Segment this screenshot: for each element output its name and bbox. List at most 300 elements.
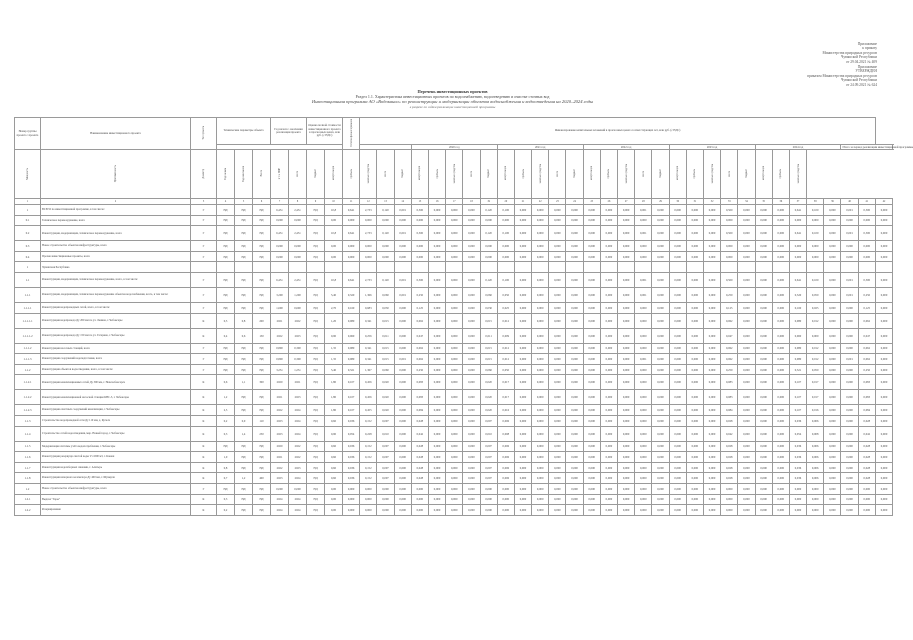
row-value-cell: 0,000 (669, 473, 686, 484)
row-value-cell: 2023 (289, 390, 307, 405)
row-value-cell: 0,125 (858, 302, 875, 313)
row-value-cell: 0,000 (703, 226, 720, 241)
row-value-cell: 0,000 (446, 473, 463, 484)
row-type-cell: К (191, 441, 217, 452)
row-value-cell: 0,000 (446, 313, 463, 328)
row-value-cell: 0,000 (618, 205, 635, 216)
row-value-cell: 0,107 (343, 405, 360, 416)
row-value-cell: 0,000 (824, 215, 841, 226)
header-cell-column-number: 21 (514, 199, 531, 205)
row-value-cell: НД (307, 241, 325, 252)
header-cell-year-sub (514, 150, 531, 199)
row-value-cell: 0,000 (824, 473, 841, 484)
header-cell-sub (15, 150, 41, 199)
row-value-cell: 1,251 (289, 364, 307, 375)
row-value-cell: 0,000 (532, 426, 549, 441)
row-value-cell: 0,000 (789, 251, 806, 262)
row-value-cell: НД (235, 483, 253, 494)
row-value-cell: 0,000 (652, 483, 669, 494)
row-value-cell: 0,000 (514, 215, 531, 226)
row-value-cell: 400 (253, 473, 271, 484)
row-value-cell: 0,000 (824, 328, 841, 343)
row-value-cell: 0,000 (755, 483, 772, 494)
header-cell-year-sub (703, 150, 720, 199)
row-value-cell: 0,006 (497, 415, 514, 426)
row-value-cell: 0,6 (235, 328, 253, 343)
row-name-cell: Новое строительство объектов инфраструктуры, всего (41, 483, 191, 494)
row-value-cell (532, 262, 549, 273)
row-value-cell: 0,000 (772, 205, 789, 216)
header-cell-year-sub (738, 150, 755, 199)
row-value-cell: 0,000 (583, 241, 600, 252)
table-row (15, 390, 893, 405)
row-number-cell: 1 (15, 262, 41, 273)
row-value-cell: 2,733 (360, 272, 377, 287)
row-value-cell: 0,000 (755, 205, 772, 216)
row-name-cell: Чувашская Республика (41, 262, 191, 273)
row-value-cell: 0,000 (394, 375, 411, 390)
row-value-cell: 0,000 (652, 215, 669, 226)
row-number-cell: 1.1.7 (15, 462, 41, 473)
row-value-cell: 0,017 (807, 375, 824, 390)
table-row (15, 375, 893, 390)
header-label: амортизация (504, 166, 508, 181)
row-value-cell: 0,000 (841, 375, 858, 390)
row-value-cell: НД (235, 272, 253, 287)
row-value-cell: 2022 (289, 452, 307, 463)
row-value-cell: 0,000 (669, 241, 686, 252)
row-value-cell: 0,000 (858, 494, 875, 505)
row-value-cell: НД (217, 241, 235, 252)
row-value-cell (618, 262, 635, 273)
row-value-cell: 0,000 (686, 354, 703, 365)
row-value-cell: 0,000 (600, 405, 617, 416)
row-value-cell: 0,020 (377, 390, 394, 405)
row-value-cell: 0,2 (217, 415, 235, 426)
row-value-cell: 0,000 (514, 205, 531, 216)
row-value-cell: 0,000 (738, 313, 755, 328)
row-value-cell: 2021 (271, 390, 289, 405)
row-value-cell: 0,000 (566, 364, 583, 375)
row-value-cell: 0,000 (549, 226, 566, 241)
row-value-cell: 0,000 (446, 505, 463, 516)
document-section-title: Раздел 1.1. Характеристика инвестиционных проектов по водоснабжению, водоотведению и очистке сточных вод (355, 94, 550, 100)
row-value-cell: 0,000 (703, 205, 720, 216)
row-value-cell: 110 (253, 415, 271, 426)
row-value-cell: 0,000 (652, 302, 669, 313)
row-value-cell: 0,000 (532, 405, 549, 416)
row-value-cell: 0,000 (875, 302, 892, 313)
row-value-cell: 0,000 (635, 441, 652, 452)
row-value-cell: 0,000 (600, 215, 617, 226)
row-value-cell: 0,000 (618, 215, 635, 226)
row-value-cell: 0,250 (858, 364, 875, 375)
row-value-cell: 2022 (271, 405, 289, 416)
row-value-cell: 0,000 (428, 483, 445, 494)
row-value-cell: 0,000 (841, 405, 858, 416)
row-value-cell: 0,020 (377, 405, 394, 416)
header-cell-column-number: 1 (15, 199, 41, 205)
row-value-cell: 0,000 (583, 415, 600, 426)
row-value-cell: 0,000 (875, 241, 892, 252)
row-value-cell: 0,000 (875, 215, 892, 226)
row-value-cell: 0,000 (549, 415, 566, 426)
row-value-cell: 0,9 (235, 415, 253, 426)
row-value-cell: 0,000 (428, 226, 445, 241)
row-value-cell: 0,000 (618, 364, 635, 375)
row-value-cell: НД (217, 302, 235, 313)
row-value-cell: 250 (253, 426, 271, 441)
row-value-cell: 0,000 (514, 251, 531, 262)
row-value-cell: 0,000 (360, 505, 377, 516)
row-value-cell: 0,000 (360, 483, 377, 494)
row-type-cell: К (191, 505, 217, 516)
row-value-cell: 0,000 (394, 328, 411, 343)
row-value-cell: 0,000 (789, 505, 806, 516)
row-value-cell: 0,000 (755, 364, 772, 375)
row-value-cell: 0,000 (394, 415, 411, 426)
row-value-cell: 0,000 (703, 343, 720, 354)
row-value-cell: 0,012 (497, 354, 514, 365)
row-value-cell: 0,000 (755, 494, 772, 505)
row-value-cell: 0,000 (703, 287, 720, 302)
row-value-cell: 0,4 (217, 328, 235, 343)
header-label: всего (469, 170, 473, 177)
row-value-cell: 0,000 (755, 226, 772, 241)
header-cell-column-number: 9 (307, 199, 325, 205)
row-value-cell: 0,641 (789, 272, 806, 287)
header-label: Диаметр (202, 168, 205, 179)
header-label: Тип проекта (202, 126, 205, 140)
row-value-cell: 0,000 (618, 354, 635, 365)
row-value-cell: 0,030 (377, 302, 394, 313)
header-cell-year-sub (583, 150, 600, 199)
row-value-cell: 0,000 (566, 375, 583, 390)
row-value-cell: 0,000 (583, 313, 600, 328)
row-value-cell: 0,000 (703, 375, 720, 390)
row-type-cell: К (191, 462, 217, 473)
header-cell-column-number: 17 (446, 199, 463, 205)
row-value-cell: 0,000 (532, 483, 549, 494)
row-value-cell: 0,000 (686, 494, 703, 505)
row-value-cell: НД (235, 343, 253, 354)
row-value-cell: 0,000 (652, 241, 669, 252)
row-value-cell: 0,000 (652, 505, 669, 516)
row-value-cell: 0,080 (789, 354, 806, 365)
row-value-cell: 150 (253, 328, 271, 343)
row-value-cell: 0,000 (549, 215, 566, 226)
table-row (15, 313, 893, 328)
row-value-cell: 0,000 (875, 390, 892, 405)
approval-block-1 (822, 42, 877, 64)
header-label: бюджет (573, 169, 577, 178)
header-label: бюджет (659, 169, 662, 178)
header-cell-year: 2021 год (497, 145, 583, 150)
row-value-cell: 0,000 (686, 364, 703, 375)
row-value-cell: НД (217, 226, 235, 241)
row-value-cell: 0,000 (824, 483, 841, 494)
header-cell-year: Итого за период реализации инвестиционной программы (842, 145, 913, 149)
row-value-cell: 0,000 (532, 452, 549, 463)
row-number-cell: 1.1.4 (15, 426, 41, 441)
row-value-cell: 0,000 (772, 473, 789, 484)
row-value-cell: 0,000 (394, 494, 411, 505)
row-type-cell: Г (191, 287, 217, 302)
row-value-cell: 0,000 (841, 415, 858, 426)
header-label: прибыль (435, 168, 439, 179)
row-value-cell (549, 262, 566, 273)
row-value-cell: 0,000 (566, 473, 583, 484)
row-value-cell (360, 262, 377, 273)
row-value-cell: 0,000 (858, 241, 875, 252)
row-number-cell: 1.1.1.1.2 (15, 328, 41, 343)
header-cell-year: 2023 год (669, 145, 755, 150)
row-value-cell: 0,000 (686, 302, 703, 313)
row-value-cell (377, 262, 394, 273)
row-value-cell: 0,500 (721, 272, 738, 287)
row-value-cell: 0,000 (618, 251, 635, 262)
header-label: заемные средства (710, 163, 714, 184)
row-value-cell: 0,020 (480, 405, 497, 416)
row-value-cell: 0,000 (583, 462, 600, 473)
row-value-cell: 0,000 (703, 313, 720, 328)
row-value-cell: 0,000 (669, 483, 686, 494)
row-value-cell: 0,000 (428, 287, 445, 302)
row-value-cell: 0,000 (841, 426, 858, 441)
row-value-cell (463, 262, 480, 273)
row-value-cell: 2024 (289, 494, 307, 505)
row-value-cell: 0,000 (703, 494, 720, 505)
row-value-cell: НД (253, 354, 271, 365)
row-value-cell: 0,300 (289, 343, 307, 354)
row-value-cell: НД (307, 343, 325, 354)
row-value-cell: 0,000 (635, 462, 652, 473)
row-value-cell: 0,000 (755, 354, 772, 365)
row-value-cell: 0,000 (618, 343, 635, 354)
row-value-cell: 0,000 (549, 241, 566, 252)
row-value-cell: 0,000 (463, 505, 480, 516)
row-value-cell: 0,062 (721, 313, 738, 328)
table-row (15, 494, 893, 505)
row-value-cell: 0,000 (343, 505, 360, 516)
row-number-cell: 0.2 (15, 226, 41, 241)
row-value-cell: 0,000 (755, 328, 772, 343)
row-value-cell: 0,000 (394, 215, 411, 226)
row-value-cell (703, 262, 720, 273)
header-cell-year-sub (549, 150, 566, 199)
row-value-cell: 0,000 (446, 441, 463, 452)
row-value-cell: 0,012 (807, 354, 824, 365)
row-value-cell: 0,062 (858, 343, 875, 354)
approval-line: Чувашской Республики (841, 78, 877, 83)
row-type-cell: Г (191, 241, 217, 252)
row-value-cell: НД (307, 494, 325, 505)
row-value-cell: 0,000 (446, 452, 463, 463)
row-value-cell: 0,000 (652, 390, 669, 405)
row-value-cell: 0,000 (289, 215, 307, 226)
row-value-cell: 0,000 (600, 426, 617, 441)
row-value-cell: 0,000 (703, 483, 720, 494)
row-value-cell: НД (217, 343, 235, 354)
row-value-cell: 0,036 (789, 452, 806, 463)
row-value-cell: 0,000 (566, 354, 583, 365)
row-value-cell: НД (307, 405, 325, 416)
row-value-cell: 0,100 (497, 272, 514, 287)
row-value-cell: 0,000 (549, 494, 566, 505)
row-value-cell: 0,000 (514, 505, 531, 516)
row-value-cell: 0,000 (497, 241, 514, 252)
row-value-cell: 0,000 (600, 473, 617, 484)
table-header (15, 118, 913, 205)
row-value-cell: 0,000 (618, 241, 635, 252)
row-value-cell: 0,047 (858, 328, 875, 343)
row-value-cell: 0,000 (583, 405, 600, 416)
row-value-cell: 0,000 (669, 313, 686, 328)
row-value-cell: 0,000 (618, 390, 635, 405)
row-value-cell: 0,028 (411, 452, 428, 463)
row-value-cell: 0,000 (652, 313, 669, 328)
row-value-cell: 0,000 (497, 483, 514, 494)
row-value-cell (289, 262, 307, 273)
row-value-cell: 0,001 (841, 226, 858, 241)
header-cell-sub (235, 150, 253, 199)
row-value-cell: 0,90 (325, 328, 343, 343)
row-value-cell: 0,000 (875, 441, 892, 452)
row-value-cell: НД (307, 251, 325, 262)
row-value-cell: 0,000 (824, 302, 841, 313)
row-value-cell: НД (253, 441, 271, 452)
row-value-cell: 0,000 (686, 473, 703, 484)
row-value-cell: 0,000 (789, 241, 806, 252)
row-value-cell: НД (307, 226, 325, 241)
header-cell-column-number: 25 (583, 199, 600, 205)
row-value-cell: 0,000 (738, 483, 755, 494)
row-value-cell: 0,000 (566, 272, 583, 287)
row-value-cell: 0,000 (532, 473, 549, 484)
row-value-cell: 0,000 (618, 505, 635, 516)
document-title: Перечень инвестиционных проектов (417, 89, 488, 94)
row-value-cell: 2024 (289, 505, 307, 516)
row-value-cell: 0,000 (583, 302, 600, 313)
row-value-cell: 0,000 (532, 241, 549, 252)
row-value-cell: 0,062 (721, 354, 738, 365)
row-value-cell: 0,000 (394, 302, 411, 313)
row-value-cell: 0,020 (377, 375, 394, 390)
row-value-cell: 0,000 (824, 364, 841, 375)
row-value-cell (428, 262, 445, 273)
row-value-cell: 0,028 (721, 462, 738, 473)
row-value-cell: 0,006 (497, 462, 514, 473)
row-name-cell: Реконструкция объектов водоотведения, всего, в том числе: (41, 364, 191, 375)
row-value-cell: 0,000 (755, 313, 772, 328)
row-value-cell: 0,000 (721, 241, 738, 252)
row-value-cell: 0,107 (789, 405, 806, 416)
row-value-cell: 0,000 (271, 251, 289, 262)
row-value-cell: 0,036 (343, 441, 360, 452)
approval-line: приказом Министерства природных ресурсов (807, 73, 877, 78)
row-value-cell: 0,062 (411, 343, 428, 354)
row-value-cell: 0,000 (377, 241, 394, 252)
row-value-cell: НД (307, 328, 325, 343)
row-name-cell: Реконструкция, модернизация, техническое перевооружение объектов водоснабжения, всего, в том числе: (41, 287, 191, 302)
row-value-cell: 0,036 (343, 452, 360, 463)
row-value-cell: 0,000 (669, 205, 686, 216)
row-value-cell: 0,641 (789, 226, 806, 241)
row-value-cell: 0,000 (772, 390, 789, 405)
row-value-cell: 0,000 (738, 452, 755, 463)
header-label: всего (555, 170, 559, 177)
row-value-cell: 0,000 (566, 302, 583, 313)
header-cell-year-sub (307, 150, 325, 199)
row-value-cell: 0,60 (325, 473, 343, 484)
row-value-cell: НД (307, 287, 325, 302)
header-cell-year-sub (497, 150, 514, 199)
row-value-cell: 0,000 (652, 415, 669, 426)
row-value-cell: 0,250 (858, 287, 875, 302)
row-number-cell: 1.1.2.1 (15, 375, 41, 390)
header-label: Протяжённость (114, 164, 117, 183)
row-value-cell: 0,000 (703, 415, 720, 426)
row-value-cell: 2,5 (217, 405, 235, 416)
row-value-cell: 2024 (289, 426, 307, 441)
row-value-cell: 0,000 (600, 483, 617, 494)
row-value-cell: 0,000 (480, 494, 497, 505)
row-value-cell: 0,016 (497, 405, 514, 416)
row-value-cell: НД (307, 415, 325, 426)
row-value-cell: 0,007 (480, 441, 497, 452)
row-value-cell: 0,000 (600, 302, 617, 313)
row-value-cell: 0,000 (446, 215, 463, 226)
row-number-cell: 1.1.6 (15, 452, 41, 463)
row-value-cell: 0,000 (738, 473, 755, 484)
row-value-cell: 0,000 (480, 505, 497, 516)
row-value-cell: 0,000 (428, 473, 445, 484)
row-value-cell: 0,000 (566, 343, 583, 354)
row-value-cell: 0,000 (289, 241, 307, 252)
row-value-cell: 0,000 (686, 215, 703, 226)
row-value-cell: 1,200 (289, 287, 307, 302)
header-cell-column-number: 28 (635, 199, 652, 205)
row-value-cell: 0,000 (858, 505, 875, 516)
row-value-cell: НД (253, 302, 271, 313)
table-row (15, 251, 893, 262)
row-value-cell: 0,000 (514, 494, 531, 505)
row-value-cell: 0,000 (703, 473, 720, 484)
row-name-cell: Реконструкция водопровода Ду 150 мм по ул. Гагарина, г. Чебоксары (41, 328, 191, 343)
row-value-cell: НД (253, 364, 271, 375)
row-value-cell: 0,000 (824, 441, 841, 452)
row-value-cell: 0,010 (377, 426, 394, 441)
row-value-cell: 0,000 (738, 302, 755, 313)
row-value-cell: 0,036 (343, 415, 360, 426)
row-value-cell: 2023 (289, 462, 307, 473)
row-value-cell: 0,120 (377, 226, 394, 241)
header-cell-year-sub (772, 150, 789, 199)
row-value-cell: 0,000 (549, 375, 566, 390)
row-value-cell: 0,000 (600, 364, 617, 375)
header-label: амортизация (676, 166, 680, 181)
row-value-cell: 0,017 (497, 390, 514, 405)
row-value-cell: 0,000 (789, 215, 806, 226)
row-value-cell (858, 262, 875, 273)
row-value-cell: 0,90 (325, 426, 343, 441)
row-value-cell: 0,000 (755, 462, 772, 473)
row-value-cell: 0,012 (807, 313, 824, 328)
header-cell-year-sub (755, 150, 772, 199)
row-value-cell: 0,000 (738, 287, 755, 302)
row-value-cell: 0,000 (566, 505, 583, 516)
row-value-cell: 0,000 (411, 215, 428, 226)
